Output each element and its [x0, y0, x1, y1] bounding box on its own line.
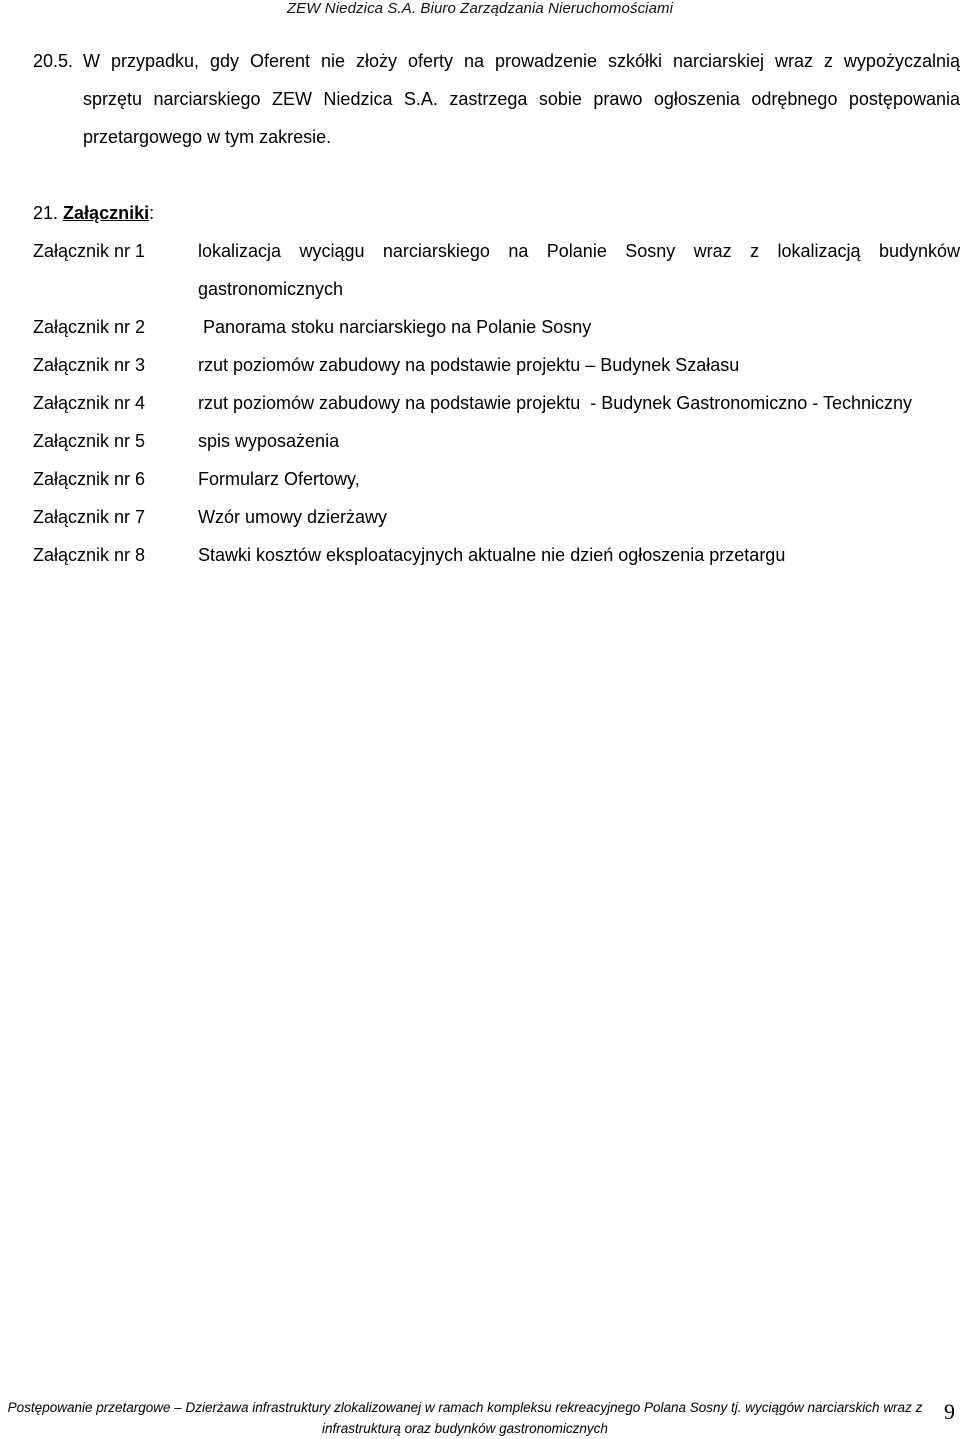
attachments-list	[33, 232, 960, 574]
section-21-title: Załączniki	[63, 203, 150, 223]
page-footer	[0, 1397, 930, 1439]
footer-line-1: Postępowanie przetargowe – Dzierżawa infrastruktury zlokalizowanej w ramach kompleksu rekreacyjnego Polana Sosny tj. wyciągów narciarskich wraz z	[7, 1400, 923, 1415]
section-21-number: 21.	[33, 203, 59, 223]
attachment-desc: lokalizacja wyciągu narciarskiego na Polanie Sosny wraz z lokalizacją budynków	[198, 241, 960, 261]
attachment-desc: Wzór umowy dzierżawy	[198, 507, 388, 527]
footer-line-2: infrastrukturą oraz budynków gastronomicznych	[322, 1421, 608, 1436]
attachment-desc: Panorama stoku narciarskiego na Polanie Sosny	[198, 317, 592, 337]
attachment-row-4	[33, 384, 960, 422]
attachment-desc: Formularz Ofertowy,	[198, 469, 360, 489]
page-number: 9	[944, 1399, 955, 1424]
section-20-5-number: 20.5.	[33, 51, 74, 71]
section-21-colon: :	[149, 203, 155, 223]
attachment-row-5	[33, 422, 960, 460]
attachment-label: Załącznik nr 5	[33, 431, 146, 451]
section-20-5-line1	[33, 42, 960, 80]
attachment-desc: rzut poziomów zabudowy na podstawie projektu – Budynek Szałasu	[198, 355, 740, 375]
attachment-row-2	[33, 308, 960, 346]
section-20-5-line3: przetargowego w tym zakresie.	[83, 127, 332, 147]
attachment-desc-block	[198, 232, 960, 308]
attachment-label: Załącznik nr 2	[33, 317, 146, 337]
attachment-label: Załącznik nr 8	[33, 545, 146, 565]
attachment-desc: spis wyposażenia	[198, 431, 340, 451]
attachment-label: Załącznik nr 7	[33, 507, 146, 527]
attachment-desc-cont: gastronomicznych	[198, 279, 344, 299]
attachment-desc: Stawki kosztów eksploatacyjnych aktualne nie dzień ogłoszenia przetargu	[198, 545, 786, 565]
attachment-row-6	[33, 460, 960, 498]
attachment-row-1	[33, 232, 960, 308]
attachment-desc: rzut poziomów zabudowy na podstawie projektu - Budynek Gastronomiczno - Techniczny	[198, 393, 913, 413]
section-20-5	[33, 42, 960, 156]
section-21	[33, 194, 960, 232]
attachment-label: Załącznik nr 1	[33, 241, 146, 261]
attachment-row-7	[33, 498, 960, 536]
attachment-label: Załącznik nr 4	[33, 393, 146, 413]
attachment-label: Załącznik nr 3	[33, 355, 146, 375]
attachment-label: Załącznik nr 6	[33, 469, 146, 489]
section-20-5-text-1: W przypadku, gdy Oferent nie złoży oferty na prowadzenie szkółki narciarskiej wraz z wypożyczalnią	[83, 51, 960, 71]
attachment-row-8	[33, 536, 960, 574]
page-header: ZEW Niedzica S.A. Biuro Zarządzania Nieruchomościami	[286, 0, 674, 17]
section-20-5-line2: sprzętu narciarskiego ZEW Niedzica S.A. zastrzega sobie prawo ogłoszenia odrębnego postępowania	[83, 89, 960, 109]
attachment-row-3	[33, 346, 960, 384]
